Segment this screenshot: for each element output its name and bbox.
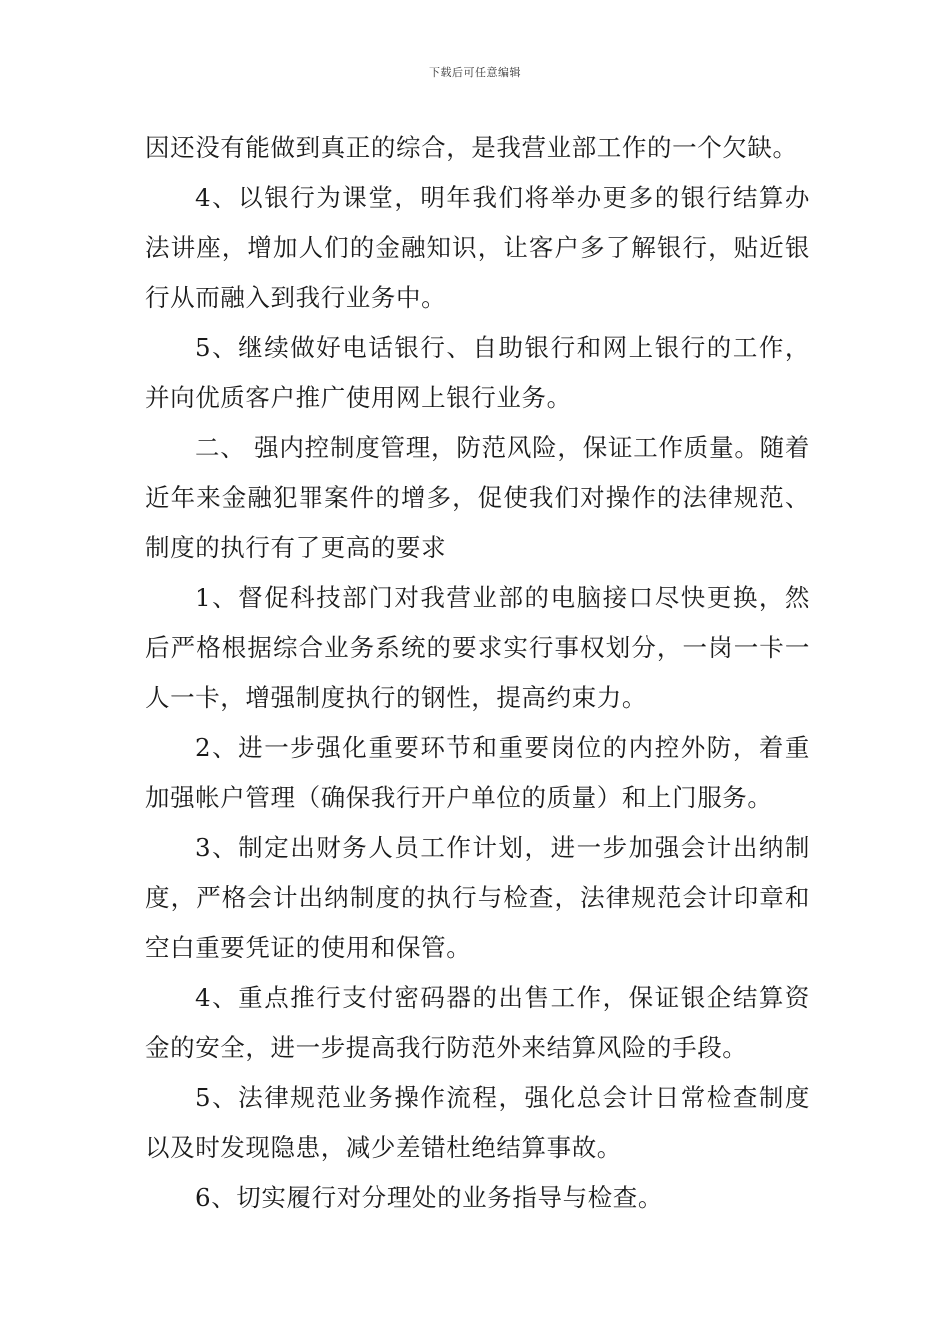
paragraph: 5、法律规范业务操作流程，强化总会计日常检查制度以及时发现隐患，减少差错杜绝结算事故。: [145, 1083, 810, 1162]
paragraph: 4、以银行为课堂，明年我们将举办更多的银行结算办法讲座，增加人们的金融知识，让客户多了解银行，贴近银行从而融入到我行业务中。: [145, 183, 810, 312]
paragraph: 6、切实履行对分理处的业务指导与检查。: [195, 1183, 663, 1212]
paragraph: 2、进一步强化重要环节和重要岗位的内控外防，着重加强帐户管理（确保我行开户单位的质量）和上门服务。: [145, 733, 810, 812]
paragraph: 3、制定出财务人员工作计划，进一步加强会计出纳制度，严格会计出纳制度的执行与检查，法律规范会计印章和空白重要凭证的使用和保管。: [145, 833, 810, 962]
document-body: [145, 123, 810, 1223]
paragraph: 二、 强内控制度管理，防范风险，保证工作质量。随着近年来金融犯罪案件的增多，促使我们对操作的法律规范、制度的执行有了更高的要求: [145, 433, 810, 562]
paragraph: 4、重点推行支付密码器的出售工作，保证银企结算资金的安全，进一步提高我行防范外来结算风险的手段。: [145, 983, 810, 1062]
page-header: 下载后可任意编辑: [429, 66, 521, 79]
paragraph: 1、督促科技部门对我营业部的电脑接口尽快更换，然后严格根据综合业务系统的要求实行事权划分，一岗一卡一人一卡，增强制度执行的钢性，提高约束力。: [145, 583, 810, 712]
paragraph: 5、继续做好电话银行、自助银行和网上银行的工作，并向优质客户推广使用网上银行业务。: [145, 333, 810, 412]
paragraph: 因还没有能做到真正的综合，是我营业部工作的一个欠缺。: [145, 133, 798, 162]
